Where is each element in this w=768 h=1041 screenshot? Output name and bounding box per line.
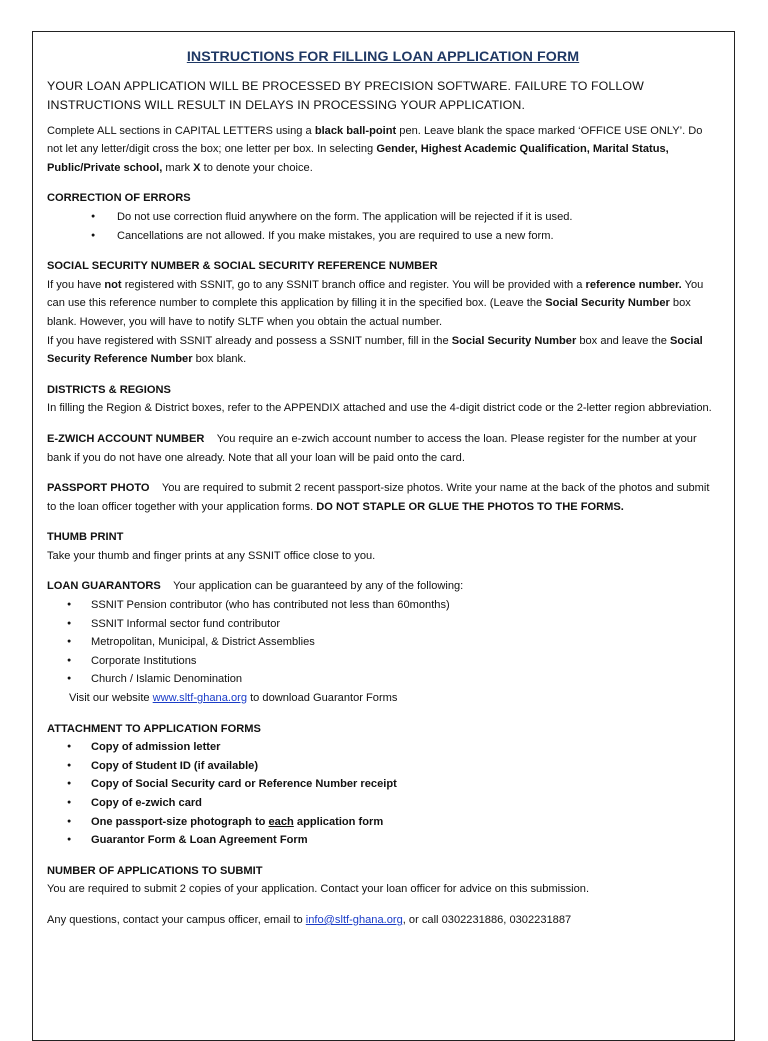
list-item: ● Corporate Institutions — [47, 652, 719, 671]
list-item: ● SSNIT Informal sector fund contributor — [47, 615, 719, 634]
list-item: ● Copy of e-zwich card — [47, 794, 719, 813]
section-ssnit — [47, 257, 719, 369]
attachment-heading: ATTACHMENT TO APPLICATION FORMS — [47, 722, 261, 735]
list-item: ● Do not use correction fluid anywhere on the form. The application will be rejected if it is used. — [47, 208, 719, 227]
ezwich-paragraph: E-ZWICH ACCOUNT NUMBER You require an e-zwich account number to access the loan. Please register for the number at your bank if you do not have one already. Note that all your loan will be paid onto the card. — [47, 432, 697, 464]
list-item: ● SSNIT Pension contributor (who has contributed not less than 60months) — [47, 596, 719, 615]
section-number — [47, 862, 719, 899]
list-item: ● Copy of admission letter — [47, 738, 719, 757]
ssnit-paragraph-2: If you have registered with SSNIT already and possess a SSNIT number, fill in the Social Security Number box and leave the Social Security Reference Number box blank. — [47, 334, 703, 366]
section-ezwich — [47, 430, 719, 467]
section-correction — [47, 189, 719, 245]
thumb-heading: THUMB PRINT — [47, 531, 124, 544]
number-text: You are required to submit 2 copies of your application. Contact your loan officer for advice on this submission. — [47, 883, 590, 896]
ssnit-paragraph-1: If you have not registered with SSNIT, go to any SSNIT branch office and register. You will be provided with a reference number. You can use this reference number to complete this application by filling it in the specified box. (Leave the Social Security Number box blank. However, you will have to notify SLTF when you obtain the actual number. — [47, 278, 704, 328]
list-item: ● Copy of Social Security card or Reference Number receipt — [47, 775, 719, 794]
website-link[interactable]: www.sltf-ghana.org — [152, 692, 247, 705]
section-attachment — [47, 720, 719, 850]
section-thumb — [47, 528, 719, 565]
ssnit-heading: SOCIAL SECURITY NUMBER & SOCIAL SECURITY REFERENCE NUMBER — [47, 260, 438, 273]
list-item: ● Church / Islamic Denomination — [47, 670, 719, 689]
visit-website-line: Visit our website www.sltf-ghana.org to download Guarantor Forms — [69, 692, 398, 705]
document-content — [47, 46, 719, 930]
number-heading: NUMBER OF APPLICATIONS TO SUBMIT — [47, 864, 263, 877]
section-districts — [47, 381, 719, 418]
correction-list — [47, 208, 719, 245]
intro-paragraph: Complete ALL sections in CAPITAL LETTERS using a black ball-point pen. Leave blank the space marked ‘OFFICE USE ONLY’. Do not let any letter/digit cross the box; one letter per box. In selecting Gender, Highest Academic Qualification, Marital Status, Public/Private school, mark X to denote your choice. — [47, 124, 703, 174]
passport-heading: PASSPORT PHOTO — [47, 482, 150, 495]
guarantors-list — [47, 596, 719, 689]
list-item: ● Copy of Student ID (if available) — [47, 757, 719, 776]
thumb-text: Take your thumb and finger prints at any SSNIT office close to you. — [47, 549, 376, 562]
list-item: ● Cancellations are not allowed. If you make mistakes, you are required to use a new form. — [47, 227, 719, 246]
contact-line: Any questions, contact your campus officer, email to info@sltf-ghana.org, or call 0302231886, 0302231887 — [47, 913, 572, 926]
list-item: ● Metropolitan, Municipal, & District Assemblies — [47, 633, 719, 652]
guarantors-heading: LOAN GUARANTORS — [47, 580, 161, 593]
districts-text: In filling the Region & District boxes, refer to the APPENDIX attached and use the 4-digit district code or the 2-letter region abbreviation. — [47, 402, 712, 415]
email-link[interactable]: info@sltf-ghana.org — [305, 913, 403, 926]
correction-heading: CORRECTION OF ERRORS — [47, 192, 191, 205]
passport-paragraph: PASSPORT PHOTO You are required to submit 2 recent passport-size photos. Write your name at the back of the photos and submit to the loan officer together with your application forms. DO NOT STAPLE OR GLUE THE PHOTOS TO THE FORMS. — [47, 482, 710, 513]
districts-heading: DISTRICTS & REGIONS — [47, 383, 171, 396]
page-title: INSTRUCTIONS FOR FILLING LOAN APPLICATION FORM — [186, 49, 580, 65]
lead-warning: YOUR LOAN APPLICATION WILL BE PROCESSED BY PRECISION SOFTWARE. FAILURE TO FOLLOW INSTRUCTIONS WILL RESULT IN DELAYS IN PROCESSING YOUR APPLICATION. — [47, 78, 644, 112]
ezwich-heading: E-ZWICH ACCOUNT NUMBER — [47, 432, 205, 445]
attachment-list — [47, 738, 719, 850]
section-passport — [47, 479, 719, 516]
section-contact — [47, 911, 719, 930]
list-item: ● One passport-size photograph to each application form — [47, 813, 719, 832]
document-page — [32, 31, 735, 1041]
guarantors-paragraph: LOAN GUARANTORS Your application can be guaranteed by any of the following: — [47, 580, 464, 593]
list-item: ● Guarantor Form & Loan Agreement Form — [47, 831, 719, 850]
section-guarantors — [47, 577, 719, 707]
